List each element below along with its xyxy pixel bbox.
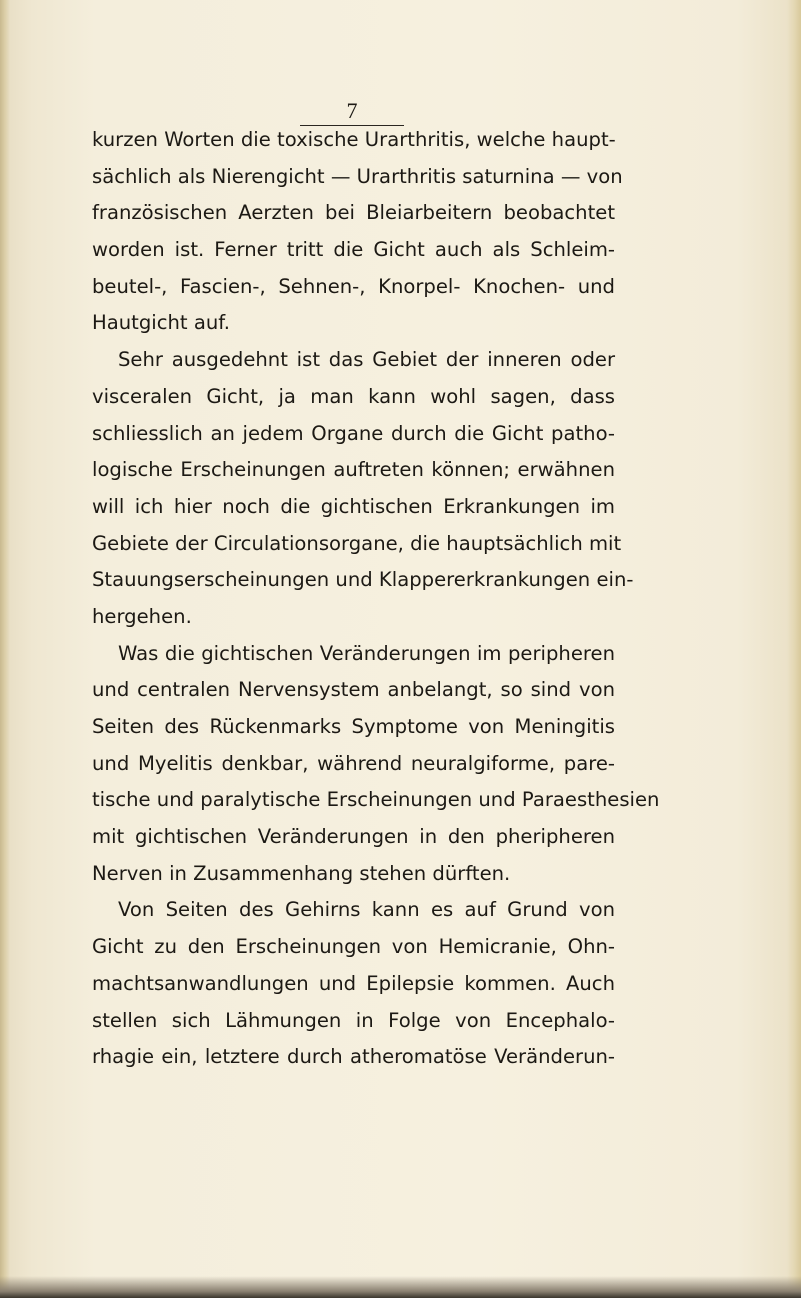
- text-line: Sehr ausgedehnt ist das Gebiet der inneren oder: [118, 348, 615, 372]
- text-line: Hautgicht auf.: [92, 311, 230, 335]
- text-line: mit gichtischen Veränderungen in den pheripheren: [92, 825, 615, 849]
- text-line: logische Erscheinungen auftreten können; erwähnen: [92, 458, 615, 482]
- text-line: und centralen Nervensystem anbelangt, so sind von: [92, 678, 615, 702]
- page-right-edge: [787, 0, 801, 1298]
- text-line: französischen Aerzten bei Bleiarbeitern beobachtet: [92, 201, 615, 225]
- text-line: visceralen Gicht, ja man kann wohl sagen, dass: [92, 384, 615, 408]
- body-text: [92, 122, 660, 1076]
- page-left-edge: [0, 0, 10, 1298]
- text-line: Was die gichtischen Veränderungen im peripheren: [118, 641, 615, 665]
- page-number: 7: [300, 98, 404, 126]
- text-line: kurzen Worten die toxische Urarthritis, welche haupt-: [92, 128, 616, 151]
- text-line: und Myelitis denkbar, während neuralgiforme, pare-: [92, 751, 615, 775]
- text-line: machtsanwandlungen und Epilepsie kommen. Auch: [92, 971, 615, 995]
- page-bottom-edge: [0, 1276, 801, 1298]
- text-line: sächlich als Nierengicht — Urarthritis saturnina — von: [92, 164, 623, 188]
- text-line: Seiten des Rückenmarks Symptome von Meningitis: [92, 715, 615, 738]
- text-line: will ich hier noch die gichtischen Erkrankungen im: [92, 494, 615, 518]
- text-line: Nerven in Zusammenhang stehen dürften.: [92, 861, 511, 885]
- text-line: hergehen.: [92, 604, 192, 628]
- text-line: worden ist. Ferner tritt die Gicht auch als Schleim-: [92, 238, 615, 262]
- text-line: Von Seiten des Gehirns kann es auf Grund von: [118, 898, 615, 922]
- text-line: Gebiete der Circulationsorgane, die hauptsächlich mit: [92, 531, 622, 555]
- text-line: schliesslich an jedem Organe durch die Gicht patho-: [92, 421, 615, 445]
- text-line: beutel-, Fascien-, Sehnen-, Knorpel- Knochen- und: [92, 274, 615, 298]
- text-line: rhagie ein, letztere durch atheromatöse Veränderun-: [92, 1045, 615, 1069]
- text-line: Stauungserscheinungen und Klappererkrankungen ein-: [92, 568, 634, 592]
- text-line: tische und paralytische Erscheinungen und Paraesthesien: [92, 788, 660, 812]
- text-line: Gicht zu den Erscheinungen von Hemicranie, Ohn-: [92, 935, 615, 959]
- text-line: stellen sich Lähmungen in Folge von Encephalo-: [92, 1008, 615, 1032]
